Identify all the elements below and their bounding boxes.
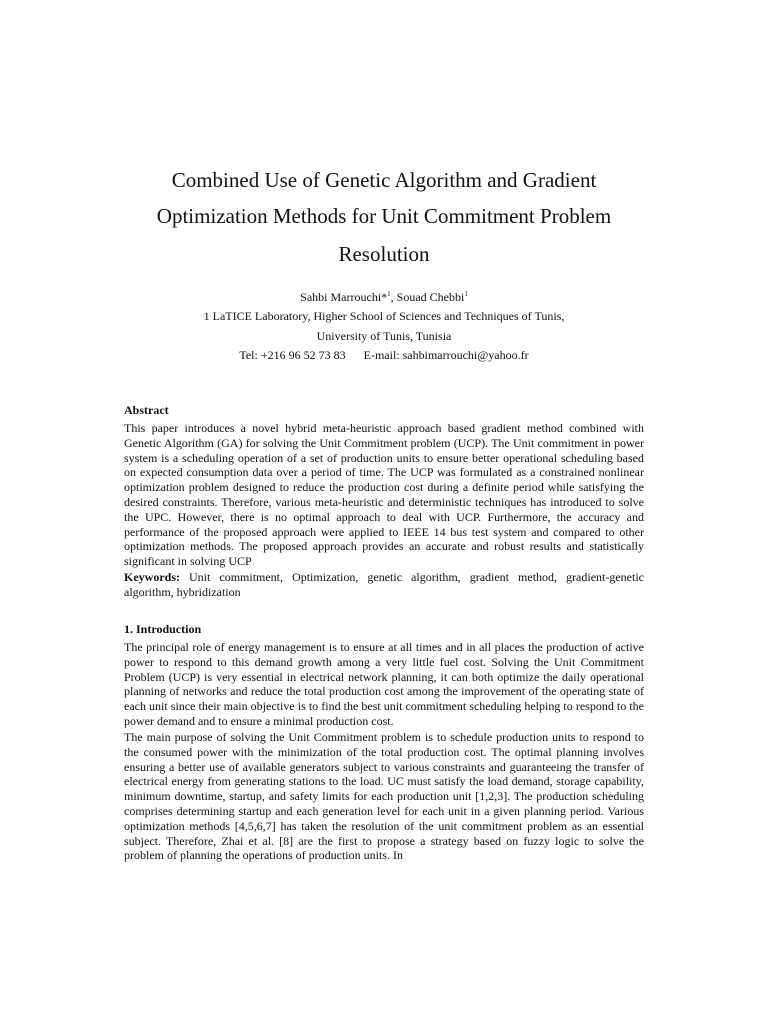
abstract-text: This paper introduces a novel hybrid meta-heuristic approach based gradient method combined with Genetic Algorithm (GA) for solving the Unit Commitment problem (UCP). The Unit commitment in power system is a scheduling operation of a set of production units to ensure better operational scheduling based on expected consumption data over a period of time. The UCP was formulated as a constrained nonlinear optimization problem designed to reduce the production cost during a definite period while satisfying the desired constraints. Therefore, various meta-heuristic and deterministic techniques has introduced to solve the UPC. However, there is no optimal approach to deal with UCP. Furthermore, the accuracy and performance of the proposed approach were applied to IEEE 14 bus test system and compared to other optimization methods. The proposed approach provides an accurate and robust results and statistically significant in solving UCP — [124, 421, 644, 569]
author-separator: , — [390, 290, 397, 304]
keywords-label: Keywords: — [124, 570, 180, 584]
paper-title-line-3: Resolution — [338, 242, 430, 266]
abstract-heading: Abstract — [124, 403, 169, 417]
keywords-line — [124, 570, 644, 600]
affiliation-line-1: 1 LaTICE Laboratory, Higher School of Sciences and Techniques of Tunis, — [203, 309, 565, 323]
keywords-text: Unit commitment, Optimization, genetic algorithm, gradient method, gradient-genetic algorithm, hybridization — [124, 570, 644, 599]
author-1-name: Sahbi Marrouchi* — [300, 290, 388, 304]
introduction-paragraph-1: The principal role of energy management is to ensure at all times and in all places the production of active power to respond to this demand growth among a very little fuel cost. Solving the Unit Commitment Problem (UCP) is very essential in electrical network planning, it can both optimize the daily operational planning of networks and reduce the total production cost among the improvement of the operating state of each unit since their main objective is to find the best unit commitment scheduling helping to respond to the power demand and to ensure a minimal production cost. — [124, 640, 644, 728]
contact-line — [0, 348, 768, 363]
contact-telephone: Tel: +216 96 52 73 83 — [239, 348, 346, 362]
author-1-affiliation-mark: 1 — [387, 290, 391, 298]
introduction-heading: 1. Introduction — [124, 622, 202, 636]
author-2-name: Souad Chebbi — [396, 290, 465, 304]
author-2-affiliation-mark: 1 — [464, 290, 468, 298]
paper-title-line-1: Combined Use of Genetic Algorithm and Gradient — [171, 168, 597, 192]
affiliation-line-2: University of Tunis, Tunisia — [316, 329, 452, 343]
paper-title-line-2: Optimization Methods for Unit Commitment Problem — [156, 204, 612, 228]
author-line — [0, 290, 768, 305]
introduction-paragraph-2: The main purpose of solving the Unit Commitment problem is to schedule production units to respond to the consumed power with the minimization of the total production cost. The optimal planning involves ensuring a better use of available generators subject to various constraints and guaranteeing the transfer of electrical energy from generating stations to the load. UC must satisfy the load demand, storage capability, minimum downtime, startup, and safety limits for each production unit [1,2,3]. The production scheduling comprises determining startup and each generation level for each unit in a given planning period. Various optimization methods [4,5,6,7] has taken the resolution of the unit commitment problem as an essential subject. Therefore, Zhai et al. [8] are the first to propose a strategy based on fuzzy logic to solve the problem of planning the operations of production units. In — [124, 730, 644, 863]
contact-email: E-mail: sahbimarrouchi@yahoo.fr — [363, 348, 529, 362]
